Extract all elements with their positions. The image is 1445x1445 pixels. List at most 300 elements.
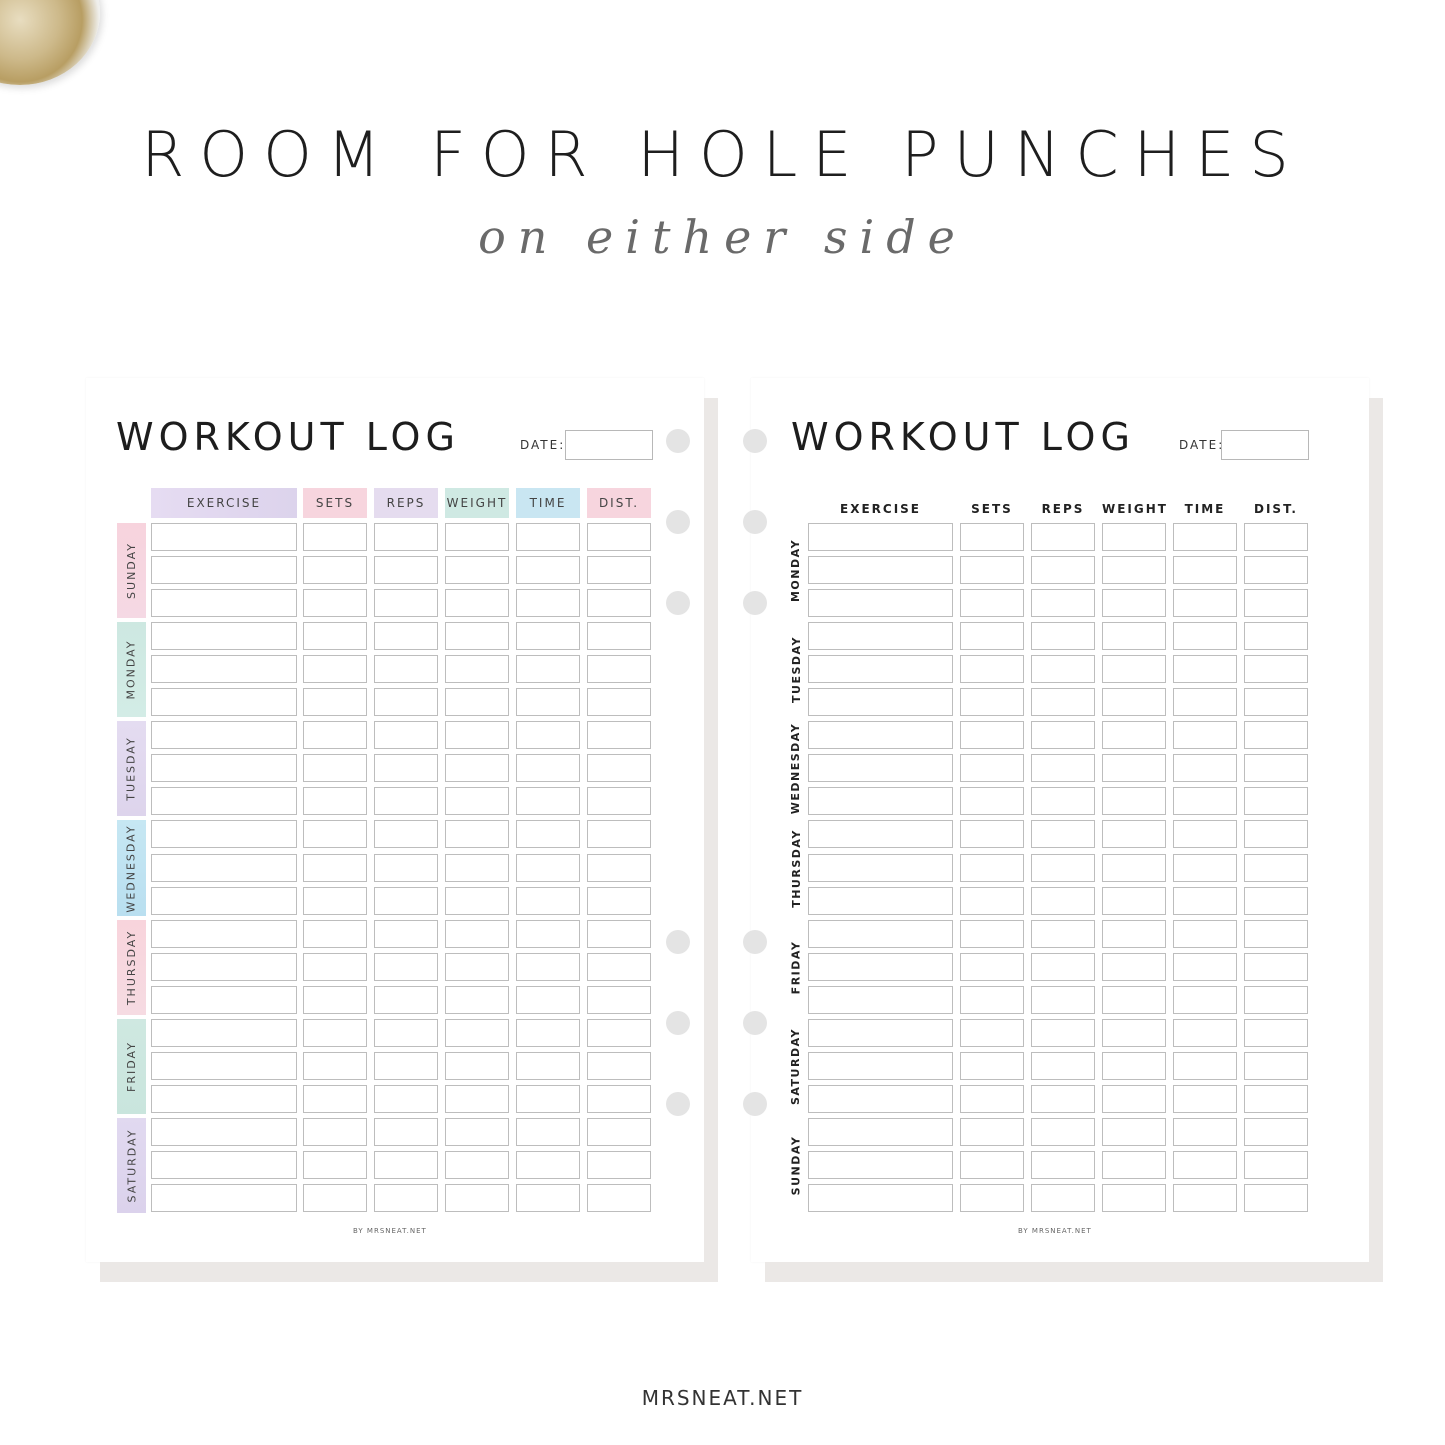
- left-cell-saturday-reps[interactable]: [374, 1184, 438, 1212]
- left-cell-thursday-time[interactable]: [516, 953, 580, 981]
- right-cell-monday-sets[interactable]: [960, 523, 1024, 551]
- right-cell-wednesday-reps[interactable]: [1031, 721, 1095, 749]
- left-cell-friday-reps[interactable]: [374, 1085, 438, 1113]
- left-cell-thursday-dist[interactable]: [587, 986, 651, 1014]
- left-cell-wednesday-time[interactable]: [516, 854, 580, 882]
- right-cell-friday-sets[interactable]: [960, 920, 1024, 948]
- right-cell-monday-dist[interactable]: [1244, 523, 1308, 551]
- left-cell-saturday-sets[interactable]: [303, 1151, 367, 1179]
- left-cell-monday-sets[interactable]: [303, 622, 367, 650]
- right-cell-tuesday-dist[interactable]: [1244, 622, 1308, 650]
- right-cell-saturday-dist[interactable]: [1244, 1019, 1308, 1047]
- left-cell-friday-exercise[interactable]: [151, 1085, 297, 1113]
- left-cell-friday-dist[interactable]: [587, 1085, 651, 1113]
- right-cell-monday-weight[interactable]: [1102, 556, 1166, 584]
- right-cell-thursday-reps[interactable]: [1031, 887, 1095, 915]
- right-cell-sunday-sets[interactable]: [960, 1151, 1024, 1179]
- right-cell-tuesday-time[interactable]: [1173, 655, 1237, 683]
- right-cell-sunday-reps[interactable]: [1031, 1184, 1095, 1212]
- right-cell-tuesday-sets[interactable]: [960, 622, 1024, 650]
- right-cell-friday-reps[interactable]: [1031, 920, 1095, 948]
- right-cell-tuesday-weight[interactable]: [1102, 688, 1166, 716]
- right-day-label-friday: FRIDAY: [789, 940, 803, 994]
- left-cell-tuesday-time[interactable]: [516, 754, 580, 782]
- left-cell-monday-exercise[interactable]: [151, 655, 297, 683]
- left-cell-thursday-weight[interactable]: [445, 920, 509, 948]
- right-cell-sunday-time[interactable]: [1173, 1151, 1237, 1179]
- right-cell-thursday-exercise[interactable]: [808, 854, 953, 882]
- left-cell-thursday-reps[interactable]: [374, 953, 438, 981]
- right-cell-thursday-time[interactable]: [1173, 820, 1237, 848]
- left-cell-thursday-time[interactable]: [516, 920, 580, 948]
- left-cell-wednesday-dist[interactable]: [587, 820, 651, 848]
- left-cell-wednesday-dist[interactable]: [587, 887, 651, 915]
- left-cell-monday-sets[interactable]: [303, 688, 367, 716]
- left-col-header-sets: SETS: [303, 488, 367, 518]
- right-cell-thursday-dist[interactable]: [1244, 854, 1308, 882]
- left-cell-tuesday-reps[interactable]: [374, 754, 438, 782]
- left-cell-friday-dist[interactable]: [587, 1052, 651, 1080]
- right-day-label-monday: MONDAY: [789, 539, 803, 603]
- left-cell-friday-time[interactable]: [516, 1085, 580, 1113]
- right-cell-saturday-reps[interactable]: [1031, 1085, 1095, 1113]
- left-cell-friday-weight[interactable]: [445, 1019, 509, 1047]
- left-cell-sunday-dist[interactable]: [587, 589, 651, 617]
- right-cell-monday-dist[interactable]: [1244, 556, 1308, 584]
- right-cell-wednesday-sets[interactable]: [960, 721, 1024, 749]
- left-cell-tuesday-weight[interactable]: [445, 754, 509, 782]
- right-cell-monday-exercise[interactable]: [808, 589, 953, 617]
- right-cell-monday-sets[interactable]: [960, 589, 1024, 617]
- left-cell-monday-weight[interactable]: [445, 688, 509, 716]
- left-cell-friday-weight[interactable]: [445, 1052, 509, 1080]
- left-cell-friday-time[interactable]: [516, 1019, 580, 1047]
- right-cell-tuesday-exercise[interactable]: [808, 655, 953, 683]
- right-cell-wednesday-reps[interactable]: [1031, 787, 1095, 815]
- right-cell-thursday-weight[interactable]: [1102, 887, 1166, 915]
- right-cell-sunday-weight[interactable]: [1102, 1184, 1166, 1212]
- left-cell-tuesday-reps[interactable]: [374, 787, 438, 815]
- right-cell-sunday-exercise[interactable]: [808, 1118, 953, 1146]
- left-cell-sunday-weight[interactable]: [445, 523, 509, 551]
- left-cell-monday-sets[interactable]: [303, 655, 367, 683]
- right-page-credit: BY MRSNEAT.NET: [1018, 1227, 1092, 1235]
- right-cell-sunday-reps[interactable]: [1031, 1118, 1095, 1146]
- left-cell-wednesday-sets[interactable]: [303, 887, 367, 915]
- left-cell-sunday-sets[interactable]: [303, 523, 367, 551]
- right-day-tab-tuesday: [781, 622, 811, 717]
- right-cell-friday-weight[interactable]: [1102, 953, 1166, 981]
- right-day-label-saturday: SATURDAY: [789, 1027, 803, 1105]
- left-cell-friday-reps[interactable]: [374, 1019, 438, 1047]
- left-cell-wednesday-sets[interactable]: [303, 820, 367, 848]
- left-cell-saturday-exercise[interactable]: [151, 1184, 297, 1212]
- right-cell-thursday-time[interactable]: [1173, 887, 1237, 915]
- left-cell-thursday-weight[interactable]: [445, 953, 509, 981]
- left-cell-sunday-weight[interactable]: [445, 556, 509, 584]
- right-col-header-dist: DIST.: [1254, 502, 1298, 516]
- left-cell-thursday-weight[interactable]: [445, 986, 509, 1014]
- right-cell-friday-time[interactable]: [1173, 986, 1237, 1014]
- right-punch-hole-2: [743, 510, 767, 534]
- left-cell-tuesday-sets[interactable]: [303, 754, 367, 782]
- left-cell-tuesday-dist[interactable]: [587, 721, 651, 749]
- right-cell-friday-weight[interactable]: [1102, 986, 1166, 1014]
- left-day-label-wednesday: WEDNESDAY: [125, 823, 138, 913]
- right-cell-tuesday-weight[interactable]: [1102, 622, 1166, 650]
- right-cell-saturday-time[interactable]: [1173, 1019, 1237, 1047]
- left-cell-tuesday-dist[interactable]: [587, 787, 651, 815]
- left-cell-saturday-exercise[interactable]: [151, 1118, 297, 1146]
- right-cell-tuesday-sets[interactable]: [960, 655, 1024, 683]
- right-cell-sunday-dist[interactable]: [1244, 1151, 1308, 1179]
- right-cell-tuesday-reps[interactable]: [1031, 655, 1095, 683]
- right-cell-thursday-sets[interactable]: [960, 854, 1024, 882]
- left-cell-thursday-dist[interactable]: [587, 953, 651, 981]
- left-cell-monday-dist[interactable]: [587, 622, 651, 650]
- left-col-header-time: TIME: [516, 488, 580, 518]
- left-cell-sunday-reps[interactable]: [374, 556, 438, 584]
- right-cell-sunday-sets[interactable]: [960, 1118, 1024, 1146]
- right-col-header-reps: REPS: [1041, 502, 1085, 516]
- left-punch-hole-1: [666, 429, 690, 453]
- right-cell-wednesday-dist[interactable]: [1244, 721, 1308, 749]
- right-cell-saturday-sets[interactable]: [960, 1085, 1024, 1113]
- left-cell-monday-exercise[interactable]: [151, 622, 297, 650]
- right-cell-thursday-weight[interactable]: [1102, 820, 1166, 848]
- left-cell-friday-sets[interactable]: [303, 1085, 367, 1113]
- left-punch-hole-4: [666, 930, 690, 954]
- left-cell-monday-weight[interactable]: [445, 622, 509, 650]
- right-cell-friday-dist[interactable]: [1244, 953, 1308, 981]
- right-cell-friday-reps[interactable]: [1031, 986, 1095, 1014]
- right-cell-friday-exercise[interactable]: [808, 920, 953, 948]
- right-cell-tuesday-dist[interactable]: [1244, 655, 1308, 683]
- left-cell-saturday-time[interactable]: [516, 1184, 580, 1212]
- left-cell-saturday-weight[interactable]: [445, 1118, 509, 1146]
- right-cell-sunday-sets[interactable]: [960, 1184, 1024, 1212]
- left-cell-wednesday-weight[interactable]: [445, 887, 509, 915]
- right-cell-wednesday-sets[interactable]: [960, 754, 1024, 782]
- left-punch-hole-3: [666, 591, 690, 615]
- left-cell-wednesday-sets[interactable]: [303, 854, 367, 882]
- left-date-label: DATE:: [520, 438, 566, 452]
- right-cell-saturday-exercise[interactable]: [808, 1085, 953, 1113]
- right-cell-tuesday-weight[interactable]: [1102, 655, 1166, 683]
- left-col-header-dist: DIST.: [587, 488, 651, 518]
- left-cell-tuesday-reps[interactable]: [374, 721, 438, 749]
- left-cell-saturday-weight[interactable]: [445, 1184, 509, 1212]
- left-cell-tuesday-exercise[interactable]: [151, 754, 297, 782]
- right-cell-monday-weight[interactable]: [1102, 589, 1166, 617]
- left-cell-friday-time[interactable]: [516, 1052, 580, 1080]
- left-day-label-friday: FRIDAY: [125, 1040, 139, 1092]
- right-cell-saturday-reps[interactable]: [1031, 1019, 1095, 1047]
- left-cell-sunday-dist[interactable]: [587, 523, 651, 551]
- left-cell-saturday-sets[interactable]: [303, 1118, 367, 1146]
- right-day-tab-monday: [781, 523, 811, 618]
- right-cell-saturday-dist[interactable]: [1244, 1052, 1308, 1080]
- left-cell-sunday-exercise[interactable]: [151, 523, 297, 551]
- right-cell-saturday-weight[interactable]: [1102, 1085, 1166, 1113]
- left-cell-sunday-weight[interactable]: [445, 589, 509, 617]
- right-cell-tuesday-dist[interactable]: [1244, 688, 1308, 716]
- right-cell-thursday-dist[interactable]: [1244, 887, 1308, 915]
- left-cell-wednesday-weight[interactable]: [445, 820, 509, 848]
- right-cell-sunday-dist[interactable]: [1244, 1118, 1308, 1146]
- right-cell-thursday-time[interactable]: [1173, 854, 1237, 882]
- left-cell-wednesday-exercise[interactable]: [151, 887, 297, 915]
- left-col-header-reps: REPS: [374, 488, 438, 518]
- left-cell-wednesday-reps[interactable]: [374, 854, 438, 882]
- right-cell-sunday-exercise[interactable]: [808, 1151, 953, 1179]
- left-cell-tuesday-time[interactable]: [516, 787, 580, 815]
- right-cell-tuesday-exercise[interactable]: [808, 688, 953, 716]
- right-cell-friday-time[interactable]: [1173, 920, 1237, 948]
- right-cell-sunday-reps[interactable]: [1031, 1151, 1095, 1179]
- left-cell-monday-time[interactable]: [516, 688, 580, 716]
- right-cell-monday-reps[interactable]: [1031, 589, 1095, 617]
- right-cell-friday-time[interactable]: [1173, 953, 1237, 981]
- left-date-field[interactable]: [565, 430, 653, 460]
- right-cell-monday-exercise[interactable]: [808, 523, 953, 551]
- left-cell-friday-sets[interactable]: [303, 1052, 367, 1080]
- right-day-label-thursday: THURSDAY: [789, 828, 803, 908]
- left-cell-sunday-dist[interactable]: [587, 556, 651, 584]
- left-cell-thursday-reps[interactable]: [374, 920, 438, 948]
- left-cell-monday-dist[interactable]: [587, 655, 651, 683]
- right-cell-friday-weight[interactable]: [1102, 920, 1166, 948]
- right-cell-saturday-weight[interactable]: [1102, 1052, 1166, 1080]
- right-day-tab-thursday: [781, 820, 811, 915]
- right-cell-tuesday-reps[interactable]: [1031, 688, 1095, 716]
- right-cell-thursday-exercise[interactable]: [808, 820, 953, 848]
- right-cell-wednesday-weight[interactable]: [1102, 754, 1166, 782]
- right-cell-monday-time[interactable]: [1173, 556, 1237, 584]
- right-cell-sunday-exercise[interactable]: [808, 1184, 953, 1212]
- right-page-title: WORKOUT LOG: [791, 415, 1135, 459]
- left-cell-tuesday-weight[interactable]: [445, 721, 509, 749]
- right-cell-saturday-sets[interactable]: [960, 1052, 1024, 1080]
- left-day-tab-tuesday: [117, 721, 146, 816]
- right-cell-friday-dist[interactable]: [1244, 986, 1308, 1014]
- right-day-label-sunday: SUNDAY: [789, 1135, 803, 1196]
- left-cell-monday-weight[interactable]: [445, 655, 509, 683]
- left-cell-wednesday-reps[interactable]: [374, 887, 438, 915]
- right-cell-tuesday-reps[interactable]: [1031, 622, 1095, 650]
- right-cell-tuesday-exercise[interactable]: [808, 622, 953, 650]
- left-cell-tuesday-sets[interactable]: [303, 721, 367, 749]
- right-cell-wednesday-reps[interactable]: [1031, 754, 1095, 782]
- left-cell-thursday-dist[interactable]: [587, 920, 651, 948]
- right-col-header-sets: SETS: [971, 502, 1013, 516]
- left-cell-wednesday-exercise[interactable]: [151, 854, 297, 882]
- right-cell-tuesday-time[interactable]: [1173, 688, 1237, 716]
- left-cell-thursday-exercise[interactable]: [151, 920, 297, 948]
- right-cell-sunday-dist[interactable]: [1244, 1184, 1308, 1212]
- right-cell-monday-dist[interactable]: [1244, 589, 1308, 617]
- left-cell-tuesday-exercise[interactable]: [151, 787, 297, 815]
- right-cell-thursday-sets[interactable]: [960, 887, 1024, 915]
- left-cell-saturday-dist[interactable]: [587, 1151, 651, 1179]
- right-cell-wednesday-exercise[interactable]: [808, 787, 953, 815]
- right-cell-monday-sets[interactable]: [960, 556, 1024, 584]
- right-cell-wednesday-sets[interactable]: [960, 787, 1024, 815]
- right-cell-friday-exercise[interactable]: [808, 953, 953, 981]
- left-cell-sunday-exercise[interactable]: [151, 556, 297, 584]
- left-cell-friday-reps[interactable]: [374, 1052, 438, 1080]
- right-cell-friday-dist[interactable]: [1244, 920, 1308, 948]
- left-cell-sunday-sets[interactable]: [303, 556, 367, 584]
- left-cell-monday-time[interactable]: [516, 622, 580, 650]
- left-cell-tuesday-exercise[interactable]: [151, 721, 297, 749]
- right-cell-monday-time[interactable]: [1173, 589, 1237, 617]
- left-cell-friday-dist[interactable]: [587, 1019, 651, 1047]
- right-cell-saturday-sets[interactable]: [960, 1019, 1024, 1047]
- left-cell-sunday-reps[interactable]: [374, 523, 438, 551]
- left-cell-monday-dist[interactable]: [587, 688, 651, 716]
- left-punch-hole-2: [666, 510, 690, 534]
- right-col-header-exercise: EXERCISE: [840, 502, 921, 516]
- footer-brand: MRSNEAT.NET: [641, 1386, 804, 1410]
- left-cell-saturday-dist[interactable]: [587, 1184, 651, 1212]
- left-cell-saturday-weight[interactable]: [445, 1151, 509, 1179]
- left-cell-thursday-sets[interactable]: [303, 986, 367, 1014]
- left-cell-monday-time[interactable]: [516, 655, 580, 683]
- left-col-header-exercise: EXERCISE: [151, 488, 297, 518]
- right-cell-saturday-time[interactable]: [1173, 1052, 1237, 1080]
- left-cell-friday-sets[interactable]: [303, 1019, 367, 1047]
- right-cell-monday-time[interactable]: [1173, 523, 1237, 551]
- right-cell-saturday-dist[interactable]: [1244, 1085, 1308, 1113]
- right-cell-thursday-dist[interactable]: [1244, 820, 1308, 848]
- right-cell-wednesday-exercise[interactable]: [808, 721, 953, 749]
- right-cell-sunday-time[interactable]: [1173, 1184, 1237, 1212]
- right-cell-friday-sets[interactable]: [960, 986, 1024, 1014]
- left-day-tab-sunday: [117, 523, 146, 618]
- right-cell-saturday-weight[interactable]: [1102, 1019, 1166, 1047]
- right-cell-tuesday-time[interactable]: [1173, 622, 1237, 650]
- right-cell-wednesday-time[interactable]: [1173, 787, 1237, 815]
- right-cell-monday-reps[interactable]: [1031, 556, 1095, 584]
- left-cell-sunday-exercise[interactable]: [151, 589, 297, 617]
- right-cell-thursday-weight[interactable]: [1102, 854, 1166, 882]
- right-cell-saturday-reps[interactable]: [1031, 1052, 1095, 1080]
- left-cell-saturday-sets[interactable]: [303, 1184, 367, 1212]
- left-day-label-thursday: THURSDAY: [125, 929, 138, 1005]
- right-cell-thursday-reps[interactable]: [1031, 820, 1095, 848]
- left-cell-saturday-time[interactable]: [516, 1151, 580, 1179]
- right-cell-thursday-sets[interactable]: [960, 820, 1024, 848]
- left-cell-sunday-time[interactable]: [516, 556, 580, 584]
- left-cell-sunday-sets[interactable]: [303, 589, 367, 617]
- right-day-tab-saturday: [781, 1019, 811, 1114]
- left-day-tab-friday: [117, 1019, 146, 1114]
- right-cell-sunday-weight[interactable]: [1102, 1118, 1166, 1146]
- left-cell-monday-reps[interactable]: [374, 655, 438, 683]
- headline: ROOM FOR HOLE PUNCHES: [141, 118, 1304, 191]
- right-punch-hole-1: [743, 429, 767, 453]
- right-cell-sunday-weight[interactable]: [1102, 1151, 1166, 1179]
- left-cell-sunday-reps[interactable]: [374, 589, 438, 617]
- right-cell-friday-reps[interactable]: [1031, 953, 1095, 981]
- right-punch-hole-6: [743, 1092, 767, 1116]
- right-col-header-weight: WEIGHT: [1102, 502, 1168, 516]
- left-cell-monday-exercise[interactable]: [151, 688, 297, 716]
- left-cell-saturday-reps[interactable]: [374, 1118, 438, 1146]
- right-cell-thursday-reps[interactable]: [1031, 854, 1095, 882]
- left-cell-tuesday-weight[interactable]: [445, 787, 509, 815]
- left-day-label-sunday: SUNDAY: [125, 542, 138, 600]
- left-cell-saturday-reps[interactable]: [374, 1151, 438, 1179]
- right-day-tab-wednesday: [781, 721, 811, 816]
- left-cell-friday-exercise[interactable]: [151, 1052, 297, 1080]
- left-cell-friday-exercise[interactable]: [151, 1019, 297, 1047]
- right-cell-wednesday-time[interactable]: [1173, 721, 1237, 749]
- right-cell-monday-weight[interactable]: [1102, 523, 1166, 551]
- left-cell-wednesday-time[interactable]: [516, 820, 580, 848]
- left-cell-saturday-exercise[interactable]: [151, 1151, 297, 1179]
- paper-clip-bowl-image: [0, 0, 100, 85]
- right-cell-wednesday-dist[interactable]: [1244, 787, 1308, 815]
- right-cell-wednesday-dist[interactable]: [1244, 754, 1308, 782]
- right-date-field[interactable]: [1221, 430, 1309, 460]
- left-day-label-saturday: SATURDAY: [125, 1128, 139, 1203]
- right-cell-wednesday-time[interactable]: [1173, 754, 1237, 782]
- left-cell-sunday-time[interactable]: [516, 523, 580, 551]
- right-cell-wednesday-weight[interactable]: [1102, 721, 1166, 749]
- right-cell-saturday-exercise[interactable]: [808, 1019, 953, 1047]
- left-cell-thursday-reps[interactable]: [374, 986, 438, 1014]
- left-cell-wednesday-dist[interactable]: [587, 854, 651, 882]
- left-day-tab-wednesday: [117, 820, 146, 915]
- left-day-label-monday: MONDAY: [125, 639, 139, 700]
- right-cell-wednesday-exercise[interactable]: [808, 754, 953, 782]
- right-cell-wednesday-weight[interactable]: [1102, 787, 1166, 815]
- right-cell-monday-reps[interactable]: [1031, 523, 1095, 551]
- left-punch-hole-5: [666, 1011, 690, 1035]
- right-cell-saturday-exercise[interactable]: [808, 1052, 953, 1080]
- left-cell-tuesday-sets[interactable]: [303, 787, 367, 815]
- left-cell-thursday-exercise[interactable]: [151, 986, 297, 1014]
- left-cell-tuesday-dist[interactable]: [587, 754, 651, 782]
- left-cell-wednesday-exercise[interactable]: [151, 820, 297, 848]
- left-cell-wednesday-reps[interactable]: [374, 820, 438, 848]
- left-cell-monday-reps[interactable]: [374, 622, 438, 650]
- left-cell-thursday-time[interactable]: [516, 986, 580, 1014]
- right-punch-hole-4: [743, 930, 767, 954]
- left-cell-thursday-exercise[interactable]: [151, 953, 297, 981]
- left-cell-thursday-sets[interactable]: [303, 953, 367, 981]
- left-cell-tuesday-time[interactable]: [516, 721, 580, 749]
- left-cell-sunday-time[interactable]: [516, 589, 580, 617]
- left-cell-wednesday-weight[interactable]: [445, 854, 509, 882]
- right-cell-friday-exercise[interactable]: [808, 986, 953, 1014]
- right-cell-monday-exercise[interactable]: [808, 556, 953, 584]
- left-cell-thursday-sets[interactable]: [303, 920, 367, 948]
- left-cell-wednesday-time[interactable]: [516, 887, 580, 915]
- right-cell-friday-sets[interactable]: [960, 953, 1024, 981]
- left-cell-monday-reps[interactable]: [374, 688, 438, 716]
- left-cell-saturday-time[interactable]: [516, 1118, 580, 1146]
- right-cell-tuesday-sets[interactable]: [960, 688, 1024, 716]
- right-cell-saturday-time[interactable]: [1173, 1085, 1237, 1113]
- left-cell-friday-weight[interactable]: [445, 1085, 509, 1113]
- right-cell-thursday-exercise[interactable]: [808, 887, 953, 915]
- left-cell-saturday-dist[interactable]: [587, 1118, 651, 1146]
- right-cell-sunday-time[interactable]: [1173, 1118, 1237, 1146]
- right-day-tab-friday: [781, 920, 811, 1015]
